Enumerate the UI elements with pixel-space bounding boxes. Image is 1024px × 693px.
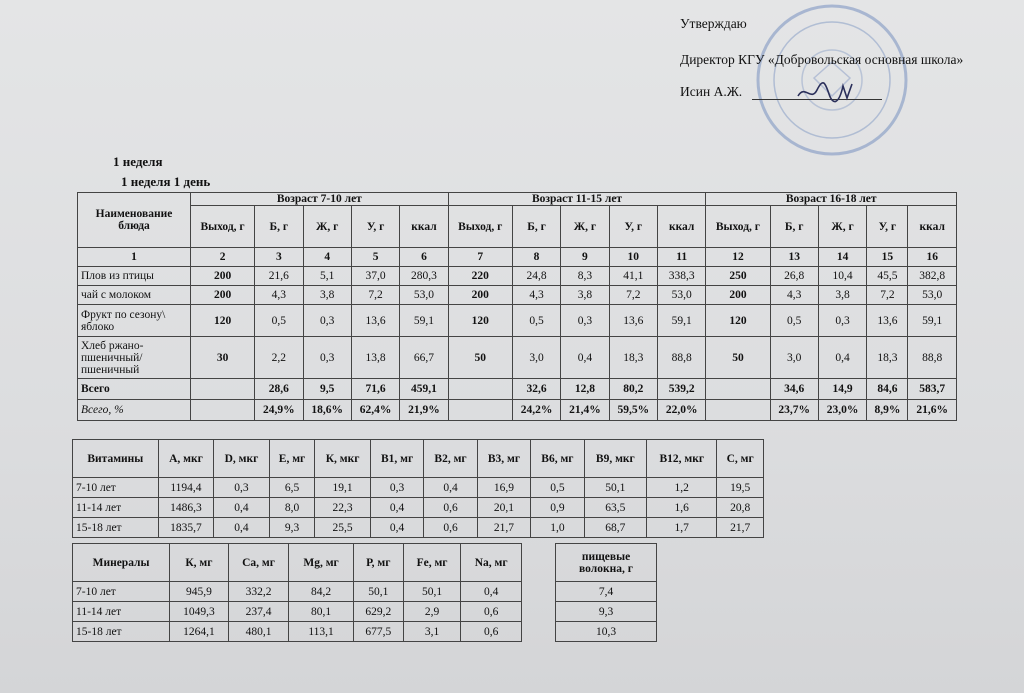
mineral-header: Fe, мг (403, 544, 461, 582)
table-cell: 18,3 (867, 337, 908, 379)
total-percent-label: Всего, % (78, 400, 191, 421)
dish-name-header: Наименование блюда (78, 193, 191, 248)
vitamin-header: Е, мг (269, 440, 315, 478)
table-cell: 0,6 (461, 622, 522, 642)
table-cell: 0,6 (424, 518, 477, 538)
total-cell: 34,6 (770, 379, 818, 400)
minerals-table (72, 543, 522, 642)
column-header: Выход, г (706, 206, 770, 248)
minerals-header-row (73, 544, 522, 582)
vitamin-header: В3, мг (477, 440, 530, 478)
table-cell: 0,4 (214, 498, 270, 518)
total-cell: 71,6 (351, 379, 399, 400)
table-cell: 0,5 (255, 305, 303, 337)
column-number: 4 (303, 248, 351, 267)
column-header: У, г (351, 206, 399, 248)
table-cell: 26,8 (770, 267, 818, 286)
table-cell: 0,4 (461, 582, 522, 602)
mineral-header: Р, мг (353, 544, 403, 582)
vitamin-header: А, мкг (158, 440, 214, 478)
sub-header-row (78, 206, 957, 248)
table-cell: 250 (706, 267, 770, 286)
column-number: 6 (400, 248, 448, 267)
age-label: 11-14 лет (73, 602, 170, 622)
director-name: Исин А.Ж. (680, 84, 743, 99)
table-cell: 21,7 (477, 518, 530, 538)
column-header: Ж, г (561, 206, 609, 248)
vitamin-header: В6, мг (531, 440, 584, 478)
table-cell: 0,3 (818, 305, 866, 337)
table-cell: 19,5 (717, 478, 764, 498)
table-cell: 0,9 (531, 498, 584, 518)
table-cell: 4,3 (770, 286, 818, 305)
table-cell: 50,1 (353, 582, 403, 602)
age-group-header: Возраст 16-18 лет (706, 193, 957, 206)
column-header: ккал (908, 206, 957, 248)
total-percent-cell: 59,5% (609, 400, 657, 421)
table-cell: 13,6 (609, 305, 657, 337)
table-cell: 8,3 (561, 267, 609, 286)
table-cell: 200 (448, 286, 512, 305)
age-label: 15-18 лет (73, 518, 159, 538)
table-cell: 4,3 (255, 286, 303, 305)
total-cell: 80,2 (609, 379, 657, 400)
table-cell: 1,6 (647, 498, 717, 518)
column-header: Ж, г (303, 206, 351, 248)
total-label: Всего (78, 379, 191, 400)
approval-label: Утверждаю (680, 16, 747, 31)
table-cell: 50,1 (584, 478, 646, 498)
total-cell: 583,7 (908, 379, 957, 400)
table-cell: 21,7 (717, 518, 764, 538)
table-cell: 0,3 (303, 337, 351, 379)
age-label: 11-14 лет (73, 498, 159, 518)
table-cell: 200 (191, 267, 255, 286)
table-cell: 53,0 (400, 286, 448, 305)
column-header: Б, г (770, 206, 818, 248)
mineral-header: Минералы (73, 544, 170, 582)
column-header: Выход, г (448, 206, 512, 248)
table-cell: 88,8 (908, 337, 957, 379)
table-cell: 6,5 (269, 478, 315, 498)
table-cell: 68,7 (584, 518, 646, 538)
table-cell: 88,8 (657, 337, 705, 379)
column-number: 16 (908, 248, 957, 267)
total-percent-cell: 21,9% (400, 400, 448, 421)
table-cell: 1,7 (647, 518, 717, 538)
column-number: 13 (770, 248, 818, 267)
table-cell: 63,5 (584, 498, 646, 518)
table-cell: 113,1 (289, 622, 353, 642)
column-number: 8 (512, 248, 560, 267)
total-percent-cell: 22,0% (657, 400, 705, 421)
table-cell: 2,9 (403, 602, 461, 622)
table-cell: 10,4 (818, 267, 866, 286)
total-percent-cell: 62,4% (351, 400, 399, 421)
table-cell: 18,3 (609, 337, 657, 379)
vitamin-header: В9, мкг (584, 440, 646, 478)
table-cell: 0,3 (561, 305, 609, 337)
dish-name: Фрукт по сезону\ яблоко (78, 305, 191, 337)
table-cell: 332,2 (228, 582, 289, 602)
table-cell: 382,8 (908, 267, 957, 286)
table-cell: 84,2 (289, 582, 353, 602)
table-row (73, 582, 522, 602)
total-percent-cell: 24,2% (512, 400, 560, 421)
table-cell: 7,2 (609, 286, 657, 305)
dish-name: чай с молоком (78, 286, 191, 305)
age-group-header: Возраст 11-15 лет (448, 193, 706, 206)
table-cell: 20,8 (717, 498, 764, 518)
table-cell: 200 (191, 286, 255, 305)
mineral-header: К, мг (170, 544, 229, 582)
table-cell: 19,1 (315, 478, 371, 498)
total-percent-cell: 23,0% (818, 400, 866, 421)
column-number: 15 (867, 248, 908, 267)
table-row (73, 622, 522, 642)
table-cell: 338,3 (657, 267, 705, 286)
table-cell: 7,2 (351, 286, 399, 305)
column-header: Выход, г (191, 206, 255, 248)
table-cell: 200 (706, 286, 770, 305)
table-cell: 5,1 (303, 267, 351, 286)
table-cell: 0,6 (461, 602, 522, 622)
total-cell: 14,9 (818, 379, 866, 400)
table-cell: 20,1 (477, 498, 530, 518)
total-row (78, 379, 957, 400)
table-cell: 945,9 (170, 582, 229, 602)
table-cell: 1486,3 (158, 498, 214, 518)
table-cell: 3,0 (770, 337, 818, 379)
age-label: 7-10 лет (73, 582, 170, 602)
column-number: 11 (657, 248, 705, 267)
table-cell: 677,5 (353, 622, 403, 642)
table-cell: 50,1 (403, 582, 461, 602)
table-cell: 1,0 (531, 518, 584, 538)
table-cell: 2,2 (255, 337, 303, 379)
table-cell: 629,2 (353, 602, 403, 622)
column-number: 2 (191, 248, 255, 267)
table-cell: 3,8 (561, 286, 609, 305)
dish-name: Плов из птицы (78, 267, 191, 286)
table-cell: 21,6 (255, 267, 303, 286)
fiber-header: пищевые волокна, г (556, 544, 657, 582)
total-cell: 32,6 (512, 379, 560, 400)
table-row (73, 518, 764, 538)
column-number: 5 (351, 248, 399, 267)
column-number: 10 (609, 248, 657, 267)
total-cell: 9,5 (303, 379, 351, 400)
table-row (73, 478, 764, 498)
table-cell: 45,5 (867, 267, 908, 286)
table-cell: 1264,1 (170, 622, 229, 642)
column-header: У, г (609, 206, 657, 248)
table-cell: 0,3 (303, 305, 351, 337)
table-cell: 237,4 (228, 602, 289, 622)
column-number: 9 (561, 248, 609, 267)
director-title: Директор КГУ «Добровольская основная школа» (680, 52, 964, 67)
table-cell: 480,1 (228, 622, 289, 642)
total-cell: 84,6 (867, 379, 908, 400)
table-cell: 120 (448, 305, 512, 337)
table-cell: 66,7 (400, 337, 448, 379)
table-cell: 50 (706, 337, 770, 379)
table-cell: 13,8 (351, 337, 399, 379)
table-cell: 53,0 (908, 286, 957, 305)
mineral-header: Са, мг (228, 544, 289, 582)
table-cell: 25,5 (315, 518, 371, 538)
total-cell (191, 379, 255, 400)
table-cell: 41,1 (609, 267, 657, 286)
table-cell: 220 (448, 267, 512, 286)
age-label: 7-10 лет (73, 478, 159, 498)
table-cell: 30 (191, 337, 255, 379)
vitamin-header: Витамины (73, 440, 159, 478)
age-group-header: Возраст 7-10 лет (191, 193, 449, 206)
table-cell: 3,8 (818, 286, 866, 305)
vitamin-header: К, мкг (315, 440, 371, 478)
total-percent-row (78, 400, 957, 421)
fiber-value: 10,3 (556, 622, 657, 642)
table-cell: 16,9 (477, 478, 530, 498)
column-number-row (78, 248, 957, 267)
vitamins-header-row (73, 440, 764, 478)
total-percent-cell: 23,7% (770, 400, 818, 421)
vitamin-header: В12, мкг (647, 440, 717, 478)
table-cell: 1049,3 (170, 602, 229, 622)
table-cell: 0,5 (770, 305, 818, 337)
total-percent-cell: 24,9% (255, 400, 303, 421)
column-header: У, г (867, 206, 908, 248)
table-cell: 0,6 (424, 498, 477, 518)
table-row (73, 602, 522, 622)
table-cell: 3,8 (303, 286, 351, 305)
total-percent-cell (448, 400, 512, 421)
vitamin-header: D, мкг (214, 440, 270, 478)
column-header: ккал (657, 206, 705, 248)
column-number: 7 (448, 248, 512, 267)
table-cell: 53,0 (657, 286, 705, 305)
table-cell: 80,1 (289, 602, 353, 622)
table-cell: 0,4 (424, 478, 477, 498)
column-header: Ж, г (818, 206, 866, 248)
total-cell: 28,6 (255, 379, 303, 400)
table-cell: 0,4 (370, 518, 423, 538)
total-percent-cell: 8,9% (867, 400, 908, 421)
table-cell: 1,2 (647, 478, 717, 498)
table-cell: 0,4 (370, 498, 423, 518)
vitamins-table (72, 439, 764, 538)
table-cell: 280,3 (400, 267, 448, 286)
table-cell: 50 (448, 337, 512, 379)
table-cell: 0,3 (214, 478, 270, 498)
table-cell: 59,1 (908, 305, 957, 337)
column-number: 1 (78, 248, 191, 267)
total-cell: 539,2 (657, 379, 705, 400)
table-cell: 0,5 (531, 478, 584, 498)
table-row (78, 337, 957, 379)
column-number: 3 (255, 248, 303, 267)
table-cell: 3,0 (512, 337, 560, 379)
vitamin-header: В1, мг (370, 440, 423, 478)
table-row (78, 286, 957, 305)
total-cell: 12,8 (561, 379, 609, 400)
total-cell (706, 379, 770, 400)
menu-table (77, 192, 957, 421)
fiber-table (555, 543, 657, 642)
table-row (78, 305, 957, 337)
column-header: ккал (400, 206, 448, 248)
table-cell: 9,3 (269, 518, 315, 538)
day-label: 1 неделя 1 день (121, 174, 211, 189)
fiber-value: 9,3 (556, 602, 657, 622)
age-label: 15-18 лет (73, 622, 170, 642)
table-cell: 22,3 (315, 498, 371, 518)
vitamin-header: С, мг (717, 440, 764, 478)
table-cell: 3,1 (403, 622, 461, 642)
table-cell: 13,6 (351, 305, 399, 337)
table-cell: 1835,7 (158, 518, 214, 538)
total-percent-cell (706, 400, 770, 421)
table-cell: 0,4 (561, 337, 609, 379)
column-number: 12 (706, 248, 770, 267)
table-row (73, 498, 764, 518)
table-cell: 8,0 (269, 498, 315, 518)
total-percent-cell: 21,4% (561, 400, 609, 421)
table-cell: 0,4 (818, 337, 866, 379)
mineral-header: Na, мг (461, 544, 522, 582)
column-header: Б, г (255, 206, 303, 248)
table-cell: 7,2 (867, 286, 908, 305)
table-cell: 59,1 (400, 305, 448, 337)
table-cell: 1194,4 (158, 478, 214, 498)
total-cell (448, 379, 512, 400)
fiber-value: 7,4 (556, 582, 657, 602)
table-cell: 4,3 (512, 286, 560, 305)
table-row (78, 267, 957, 286)
table-cell: 0,5 (512, 305, 560, 337)
total-percent-cell: 21,6% (908, 400, 957, 421)
total-percent-cell: 18,6% (303, 400, 351, 421)
table-cell: 13,6 (867, 305, 908, 337)
table-cell: 120 (706, 305, 770, 337)
week-label: 1 неделя (113, 154, 163, 169)
dish-name: Хлеб ржано-пшеничный/ пшеничный (78, 337, 191, 379)
total-percent-cell (191, 400, 255, 421)
table-cell: 59,1 (657, 305, 705, 337)
table-cell: 120 (191, 305, 255, 337)
column-header: Б, г (512, 206, 560, 248)
table-cell: 0,4 (214, 518, 270, 538)
table-cell: 37,0 (351, 267, 399, 286)
vitamin-header: В2, мг (424, 440, 477, 478)
handwritten-signature (795, 78, 855, 106)
total-cell: 459,1 (400, 379, 448, 400)
table-cell: 24,8 (512, 267, 560, 286)
column-number: 14 (818, 248, 866, 267)
mineral-header: Mg, мг (289, 544, 353, 582)
table-cell: 0,3 (370, 478, 423, 498)
